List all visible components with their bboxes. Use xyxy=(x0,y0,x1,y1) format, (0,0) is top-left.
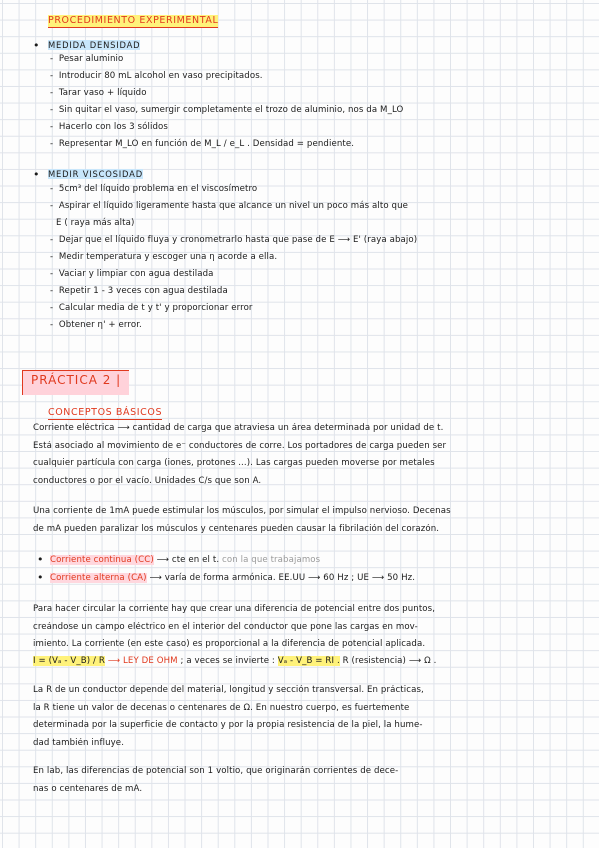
list-item: - 5cm³ del líquido problema en el viscosímetro xyxy=(50,184,258,194)
cc-note: con la que trabajamos xyxy=(222,555,321,565)
list-item: - Tarar vaso + líquido xyxy=(50,88,147,98)
cc-label: Corriente continua (CC) xyxy=(50,555,154,565)
text-line: creándose un campo eléctrico en el interior del conductor que pone las cargas en mov- xyxy=(33,621,418,632)
paragraph-efectos xyxy=(33,506,578,541)
text-line: dad también influye. xyxy=(33,737,125,748)
list-item: - Aspirar el líquido ligeramente hasta que alcance un nivel un poco más alto que xyxy=(50,201,409,211)
list-item: - Repetir 1 - 3 veces con agua destilada xyxy=(50,286,228,296)
list-item: - Medir temperatura y escoger una η acorde a ella. xyxy=(50,252,278,262)
ohm-label: LEY DE OHM xyxy=(123,656,178,666)
list-item-continued: E ( raya más alta) xyxy=(56,218,135,228)
paragraph-resistencia xyxy=(33,685,578,755)
list-item: - Sin quitar el vaso, sumergir completamente el trozo de aluminio, nos da M_LO xyxy=(50,105,404,115)
list-item: - Pesar aluminio xyxy=(50,54,124,64)
ohm-formula: I = (Vₐ - V_B) / R xyxy=(33,656,105,666)
text-line: de mA pueden paralizar los músculos y centenares pueden causar la fibrilación del corazón. xyxy=(33,523,440,534)
paragraph-corriente xyxy=(33,423,578,493)
practica-title-box xyxy=(22,370,129,395)
densidad-heading: MEDIDA DENSIDAD xyxy=(48,40,141,50)
ca-label: Corriente alterna (CA) xyxy=(50,573,147,583)
practica-title: PRÁCTICA 2 | xyxy=(31,373,122,387)
text-line: imiento. La corriente (en este caso) es proporcional a la diferencia de potencial aplicada. xyxy=(33,639,426,649)
paragraph-potencial xyxy=(33,604,578,657)
ohm-line: I = (Vₐ - V_B) / R ⟶ LEY DE OHM ; a veces se invierte : Vₐ - V_B = RI . R (resistencia) ⟶ Ω . xyxy=(33,656,437,666)
bullet-dot: • xyxy=(37,571,44,584)
list-item: - Introducir 80 mL alcohol en vaso precipitados. xyxy=(50,71,263,81)
list-item: - Vaciar y limpiar con agua destilada xyxy=(50,269,214,279)
list-item: - Calcular media de t y t' y proporcionar error xyxy=(50,303,253,313)
text-line: La R de un conductor depende del material, longitud y sección transversal. En prácticas, xyxy=(33,685,424,695)
bullet-dot: • xyxy=(33,39,40,52)
paragraph-lab xyxy=(33,766,578,801)
ca-line: Corriente alterna (CA) ⟶ varía de forma armónica. EE.UU ⟶ 60 Hz ; UE ⟶ 50 Hz. xyxy=(50,573,416,583)
list-item: - Dejar que el líquido fluya y cronometrarlo hasta que pase de E ⟶ E' (raya abajo) xyxy=(50,235,418,245)
text-line: la R tiene un valor de decenas o centenares de Ω. En nuestro cuerpo, es fuertemente xyxy=(33,702,410,713)
text-line: nas o centenares de mA. xyxy=(33,783,143,794)
text-line: Para hacer circular la corriente hay que crear una diferencia de potencial entre dos puntos, xyxy=(33,604,436,614)
text-line: determinada por la superficie de contacto y por la propia resistencia de la piel, la hume- xyxy=(33,720,423,730)
text-line: Está asociado al movimiento de e⁻ conductores de corre. Los portadores de carga pueden ser xyxy=(33,440,447,451)
list-item: - Hacerlo con los 3 sólidos xyxy=(50,122,168,132)
text-line: En lab, las diferencias de potencial son 1 voltio, que originarán corrientes de dece- xyxy=(33,766,399,776)
text-line: Una corriente de 1mA puede estimular los músculos, por simular el impulso nervioso. Decenas xyxy=(33,506,451,516)
text-line: conductores o por el vacío. Unidades C/s que son A. xyxy=(33,475,262,486)
list-item: - Obtener η' + error. xyxy=(50,320,142,330)
viscosidad-heading: MEDIR VISCOSIDAD xyxy=(48,169,143,179)
list-item: - Representar M_LO en función de M_L / e_L . Densidad = pendiente. xyxy=(50,139,355,149)
bullet-dot: • xyxy=(37,553,44,566)
section-title: PROCEDIMIENTO EXPERIMENTAL xyxy=(48,15,219,26)
text-line: cualquier partícula con carga (iones, protones ...). Las cargas pueden moverse por metales xyxy=(33,458,435,468)
conceptos-heading: CONCEPTOS BÁSICOS xyxy=(48,407,163,418)
ohm-inverse: Vₐ - V_B = RI . xyxy=(277,656,340,666)
cc-line: Corriente continua (CC) ⟶ cte en el t. con la que trabajamos xyxy=(50,555,321,565)
bullet-dot: • xyxy=(33,168,40,181)
text-line: Corriente eléctrica ⟶ cantidad de carga que atraviesa un área determinada por unidad de t. xyxy=(33,423,444,433)
